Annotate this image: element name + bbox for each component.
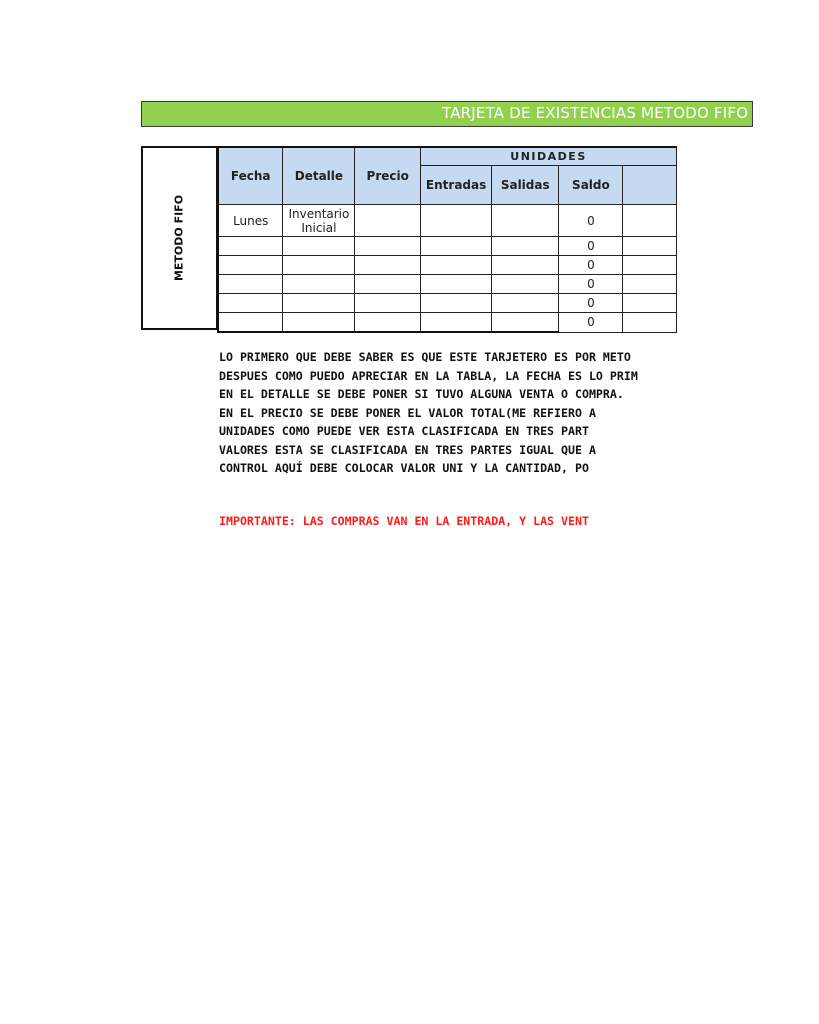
cell-precio[interactable] <box>355 256 421 275</box>
sheet-title: TARJETA DE EXISTENCIAS METODO FIFO <box>442 104 749 122</box>
note-line: EN EL DETALLE SE DEBE PONER SI TUVO ALGUNA VENTA O COMPRA. <box>219 387 624 401</box>
cell-precio[interactable] <box>355 313 421 333</box>
cell-extra[interactable] <box>623 237 677 256</box>
cell-fecha[interactable] <box>218 237 283 256</box>
header-precio[interactable]: Precio <box>355 147 421 205</box>
cell-salidas[interactable] <box>492 205 559 237</box>
note-line: DESPUES COMO PUEDO APRECIAR EN LA TABLA, LA FECHA ES LO PRIM <box>219 368 638 383</box>
cell-detalle[interactable] <box>283 294 355 313</box>
table-row <box>218 275 677 294</box>
cell-saldo[interactable]: 0 <box>559 313 623 333</box>
header-fecha[interactable]: Fecha <box>218 147 283 205</box>
cell-entradas[interactable] <box>421 275 492 294</box>
header-detalle[interactable]: Detalle <box>283 147 355 205</box>
table-row <box>218 205 677 237</box>
header-salidas[interactable]: Salidas <box>492 166 559 205</box>
cell-extra[interactable] <box>623 294 677 313</box>
cell-entradas[interactable] <box>421 256 492 275</box>
header-unidades[interactable]: UNIDADES <box>421 147 677 166</box>
header-extra[interactable] <box>623 166 677 205</box>
cell-salidas[interactable] <box>492 275 559 294</box>
cell-salidas[interactable] <box>492 313 559 333</box>
cell-extra[interactable] <box>623 275 677 294</box>
cell-salidas[interactable] <box>492 237 559 256</box>
instructions-text <box>219 348 819 478</box>
note-line: LO PRIMERO QUE DEBE SABER ES QUE ESTE TARJETERO ES POR METO <box>219 350 631 364</box>
cell-detalle[interactable] <box>283 237 355 256</box>
cell-precio[interactable] <box>355 275 421 294</box>
cell-fecha[interactable] <box>218 275 283 294</box>
cell-detalle[interactable] <box>283 275 355 294</box>
note-line: UNIDADES COMO PUEDE VER ESTA CLASIFICADA EN TRES PART <box>219 424 589 438</box>
cell-saldo[interactable]: 0 <box>559 294 623 313</box>
header-saldo[interactable]: Saldo <box>559 166 623 205</box>
header-entradas[interactable]: Entradas <box>421 166 492 205</box>
cell-precio[interactable] <box>355 237 421 256</box>
cell-precio[interactable] <box>355 294 421 313</box>
cell-saldo[interactable]: 0 <box>559 205 623 237</box>
cell-salidas[interactable] <box>492 256 559 275</box>
table-row <box>218 313 677 333</box>
cell-saldo[interactable]: 0 <box>559 275 623 294</box>
cell-entradas[interactable] <box>421 205 492 237</box>
cell-fecha[interactable] <box>218 256 283 275</box>
table-row <box>218 256 677 275</box>
note-line: CONTROL AQUÍ DEBE COLOCAR VALOR UNI Y LA CANTIDAD, PO <box>219 461 589 475</box>
method-side-label: METODO FIFO <box>172 194 186 282</box>
inventory-card-table <box>217 146 677 333</box>
cell-extra[interactable] <box>623 313 677 333</box>
cell-fecha[interactable] <box>218 313 283 333</box>
note-line: EN EL PRECIO SE DEBE PONER EL VALOR TOTAL(ME REFIERO A <box>219 405 596 420</box>
cell-fecha[interactable]: Lunes <box>218 205 283 237</box>
cell-precio[interactable] <box>355 205 421 237</box>
table-row <box>218 294 677 313</box>
cell-extra[interactable] <box>623 205 677 237</box>
cell-fecha[interactable] <box>218 294 283 313</box>
cell-detalle[interactable] <box>283 313 355 333</box>
cell-detalle[interactable]: Inventario Inicial <box>283 205 355 237</box>
cell-salidas[interactable] <box>492 294 559 313</box>
important-note: IMPORTANTE: LAS COMPRAS VAN EN LA ENTRADA, Y LAS VENT <box>219 514 589 528</box>
cell-detalle[interactable] <box>283 256 355 275</box>
note-line: VALORES ESTA SE CLASIFICADA EN TRES PARTES IGUAL QUE A <box>219 442 596 457</box>
cell-extra[interactable] <box>623 256 677 275</box>
cell-entradas[interactable] <box>421 313 492 333</box>
table-row <box>218 237 677 256</box>
cell-saldo[interactable]: 0 <box>559 237 623 256</box>
cell-entradas[interactable] <box>421 294 492 313</box>
cell-saldo[interactable]: 0 <box>559 256 623 275</box>
cell-entradas[interactable] <box>421 237 492 256</box>
